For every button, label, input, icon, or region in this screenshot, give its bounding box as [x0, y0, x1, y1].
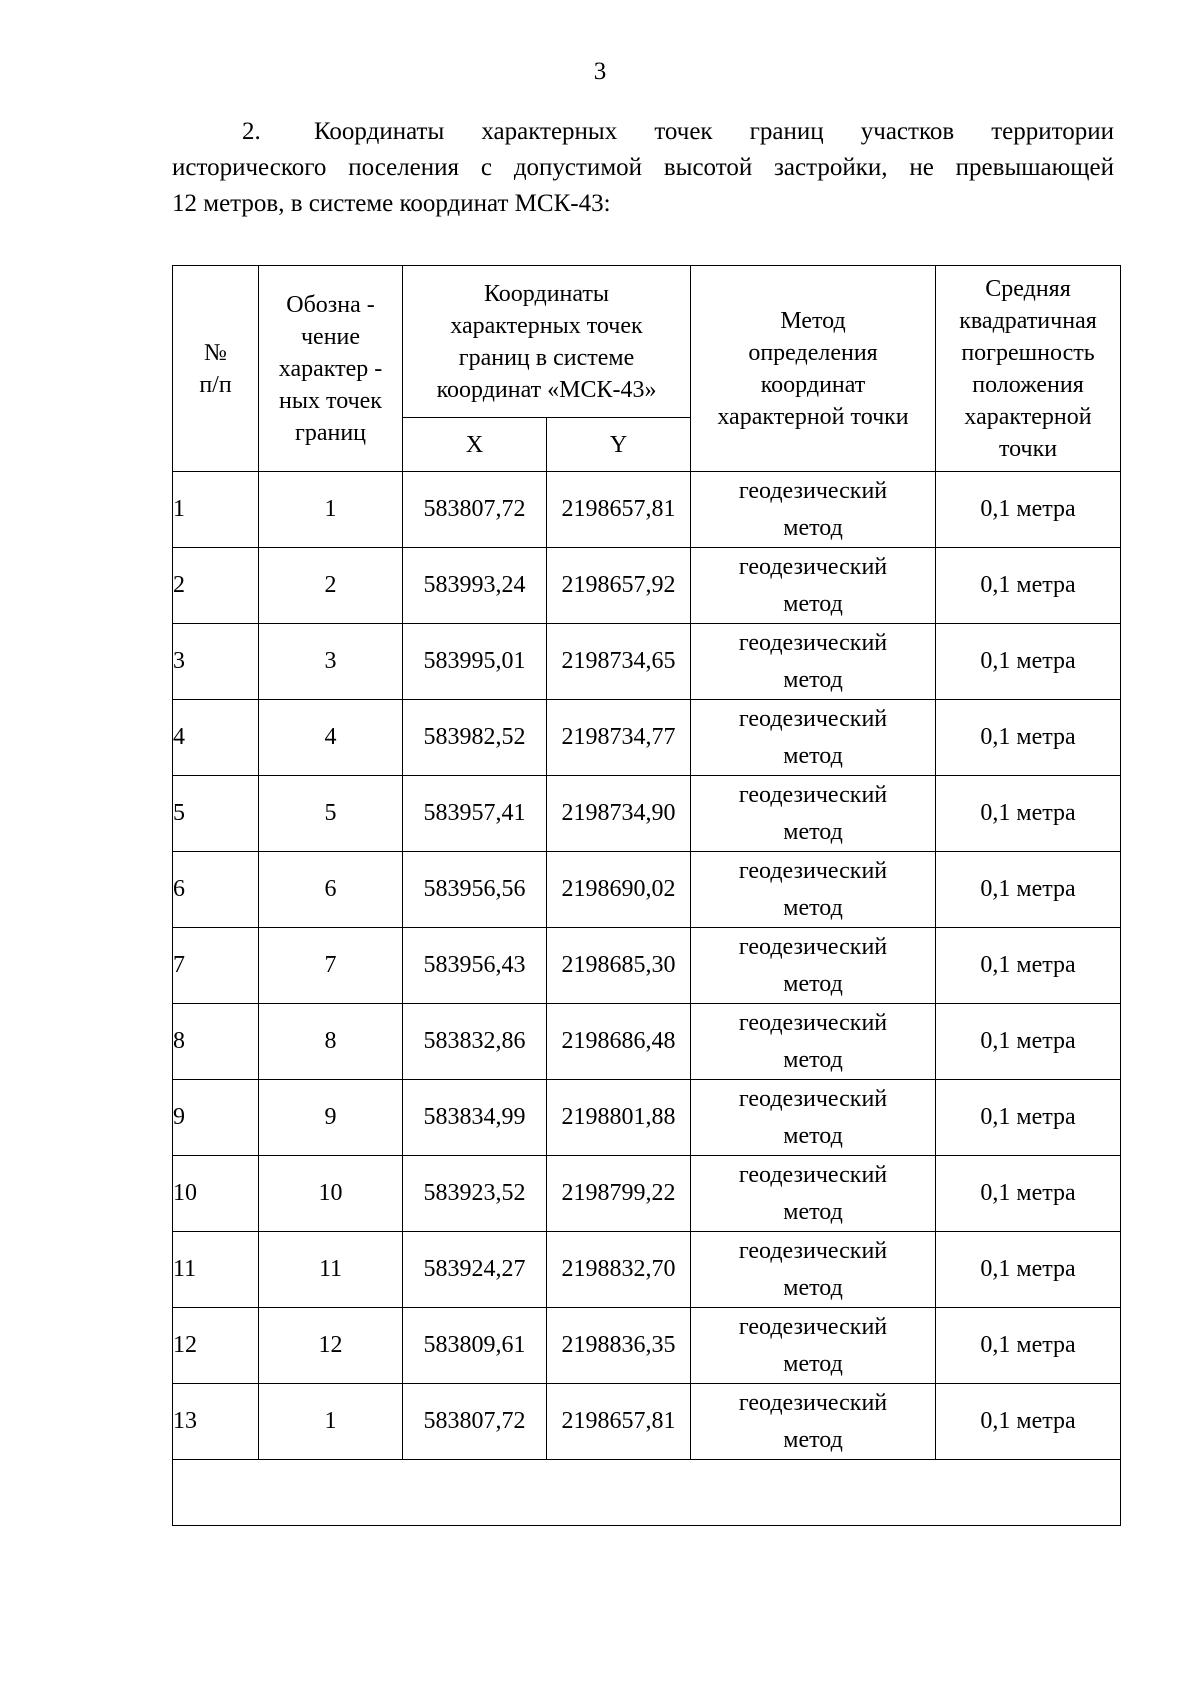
- coordinate-y-cell: 2198734,65: [547, 624, 691, 700]
- coordinate-x-cell: 583956,43: [403, 928, 547, 1004]
- method-cell: [691, 1004, 936, 1080]
- point-designation-cell: 1: [259, 1384, 403, 1460]
- method-cell: [691, 928, 936, 1004]
- coordinate-x-cell: 583807,72: [403, 472, 547, 548]
- method-cell: [691, 624, 936, 700]
- header-error-line-6: точки: [998, 435, 1058, 462]
- point-designation-cell: 4: [259, 700, 403, 776]
- row-number-cell: 2: [173, 548, 259, 624]
- method-cell: [691, 700, 936, 776]
- header-designation-line-3: характер -: [278, 355, 383, 382]
- method-line-1: геодезический: [738, 781, 888, 808]
- coordinate-y-cell: 2198832,70: [547, 1232, 691, 1308]
- coordinate-x-cell: 583982,52: [403, 700, 547, 776]
- header-number: [173, 266, 259, 472]
- table-row: [173, 1384, 1121, 1460]
- header-method: [691, 266, 936, 472]
- method-cell: [691, 1232, 936, 1308]
- coordinate-x-cell: 583807,72: [403, 1384, 547, 1460]
- table-row: [173, 852, 1121, 928]
- header-error-line-5: характерной: [964, 403, 1092, 430]
- point-designation-cell: 11: [259, 1232, 403, 1308]
- error-cell: 0,1 метра: [936, 548, 1121, 624]
- header-designation-line-5: границ: [294, 419, 367, 446]
- coordinate-x-cell: 583809,61: [403, 1308, 547, 1384]
- table-body: [173, 472, 1121, 1460]
- method-cell: [691, 1384, 936, 1460]
- point-designation-cell: 9: [259, 1080, 403, 1156]
- table-row: [173, 700, 1121, 776]
- header-y: Y: [547, 418, 691, 472]
- point-designation-cell: 8: [259, 1004, 403, 1080]
- page-number: 3: [593, 58, 607, 85]
- coordinates-table: [172, 265, 1121, 1526]
- intro-line-2: исторического поселения с допустимой высотой застройки, не превышающей: [172, 154, 1114, 181]
- header-error: [936, 266, 1121, 472]
- row-number-cell: 6: [173, 852, 259, 928]
- header-number-line-1: №: [204, 339, 227, 366]
- coordinate-x-cell: 583832,86: [403, 1004, 547, 1080]
- method-line-1: геодезический: [738, 933, 888, 960]
- table-row: [173, 1080, 1121, 1156]
- empty-cell: [173, 1460, 1121, 1526]
- method-line-1: геодезический: [738, 1161, 888, 1188]
- method-cell: [691, 852, 936, 928]
- row-number-cell: 1: [173, 472, 259, 548]
- header-method-line-3: координат: [760, 371, 866, 398]
- table-row: [173, 1004, 1121, 1080]
- intro-line-1: [172, 114, 1114, 150]
- empty-row: [173, 1460, 1121, 1526]
- point-designation-cell: 10: [259, 1156, 403, 1232]
- section-number: 2.: [242, 118, 261, 145]
- point-designation-cell: 6: [259, 852, 403, 928]
- coordinate-x-cell: 583924,27: [403, 1232, 547, 1308]
- header-coordinates-line-2: характерных точек: [450, 312, 643, 339]
- method-line-2: метод: [783, 1122, 843, 1149]
- row-number-cell: 4: [173, 700, 259, 776]
- method-line-2: метод: [783, 970, 843, 997]
- method-cell: [691, 776, 936, 852]
- table-row: [173, 472, 1121, 548]
- header-error-line-4: положения: [972, 371, 1084, 398]
- coordinate-y-cell: 2198657,81: [547, 472, 691, 548]
- intro-paragraph: [172, 114, 1114, 222]
- coordinate-x-cell: 583993,24: [403, 548, 547, 624]
- coordinate-y-cell: 2198657,92: [547, 548, 691, 624]
- error-cell: 0,1 метра: [936, 1080, 1121, 1156]
- error-cell: 0,1 метра: [936, 928, 1121, 1004]
- error-cell: 0,1 метра: [936, 1384, 1121, 1460]
- header-x: X: [403, 418, 547, 472]
- row-number-cell: 12: [173, 1308, 259, 1384]
- method-line-2: метод: [783, 1274, 843, 1301]
- coordinate-y-cell: 2198734,77: [547, 700, 691, 776]
- table-row: [173, 928, 1121, 1004]
- row-number-cell: 10: [173, 1156, 259, 1232]
- coordinate-y-cell: 2198685,30: [547, 928, 691, 1004]
- method-line-2: метод: [783, 1426, 843, 1453]
- method-line-1: геодезический: [738, 1237, 888, 1264]
- coordinate-x-cell: 583923,52: [403, 1156, 547, 1232]
- table-row: [173, 624, 1121, 700]
- method-line-1: геодезический: [738, 1313, 888, 1340]
- table-row: [173, 776, 1121, 852]
- coordinate-x-cell: 583995,01: [403, 624, 547, 700]
- coordinate-y-cell: 2198686,48: [547, 1004, 691, 1080]
- header-method-line-2: определения: [748, 339, 878, 366]
- coordinate-y-cell: 2198836,35: [547, 1308, 691, 1384]
- header-method-line-4: характерной точки: [717, 403, 909, 430]
- row-number-cell: 3: [173, 624, 259, 700]
- header-error-line-3: погрешность: [961, 339, 1095, 366]
- header-designation: [259, 266, 403, 472]
- table-row: [173, 1156, 1121, 1232]
- method-line-1: геодезический: [738, 553, 888, 580]
- row-number-cell: 13: [173, 1384, 259, 1460]
- coordinate-y-cell: 2198690,02: [547, 852, 691, 928]
- method-line-2: метод: [783, 590, 843, 617]
- method-line-2: метод: [783, 1046, 843, 1073]
- method-line-2: метод: [783, 514, 843, 541]
- method-line-1: геодезический: [738, 1009, 888, 1036]
- intro-line-1-text: Координаты характерных точек границ участков территории: [314, 118, 1114, 145]
- coordinate-y-cell: 2198657,81: [547, 1384, 691, 1460]
- point-designation-cell: 3: [259, 624, 403, 700]
- header-coordinates-line-1: Координаты: [483, 280, 610, 307]
- header-coordinates: [403, 266, 691, 418]
- coordinate-y-cell: 2198801,88: [547, 1080, 691, 1156]
- method-line-2: метод: [783, 742, 843, 769]
- method-line-2: метод: [783, 818, 843, 845]
- method-line-1: геодезический: [738, 477, 888, 504]
- table-row: [173, 548, 1121, 624]
- error-cell: 0,1 метра: [936, 1308, 1121, 1384]
- coordinate-x-cell: 583834,99: [403, 1080, 547, 1156]
- header-error-line-1: Средняя: [985, 275, 1071, 302]
- header-designation-line-4: ных точек: [279, 387, 382, 414]
- error-cell: 0,1 метра: [936, 776, 1121, 852]
- row-number-cell: 9: [173, 1080, 259, 1156]
- row-number-cell: 7: [173, 928, 259, 1004]
- coordinate-y-cell: 2198799,22: [547, 1156, 691, 1232]
- method-cell: [691, 1080, 936, 1156]
- method-line-2: метод: [783, 1198, 843, 1225]
- header-error-line-2: квадратичная: [959, 307, 1097, 334]
- method-line-1: геодезический: [738, 1389, 888, 1416]
- error-cell: 0,1 метра: [936, 1156, 1121, 1232]
- header-designation-line-1: Обозна -: [286, 291, 375, 318]
- error-cell: 0,1 метра: [936, 1004, 1121, 1080]
- error-cell: 0,1 метра: [936, 624, 1121, 700]
- table-row: [173, 1308, 1121, 1384]
- header-number-line-2: п/п: [199, 371, 232, 398]
- method-line-2: метод: [783, 666, 843, 693]
- intro-line-3: 12 метров, в системе координат МСК-43:: [172, 190, 611, 217]
- point-designation-cell: 1: [259, 472, 403, 548]
- header-coordinates-line-3: границ в системе: [458, 344, 635, 371]
- row-number-cell: 8: [173, 1004, 259, 1080]
- method-line-2: метод: [783, 894, 843, 921]
- method-line-1: геодезический: [738, 1085, 888, 1112]
- method-line-2: метод: [783, 1350, 843, 1377]
- point-designation-cell: 12: [259, 1308, 403, 1384]
- coordinate-x-cell: 583957,41: [403, 776, 547, 852]
- row-number-cell: 11: [173, 1232, 259, 1308]
- method-cell: [691, 1308, 936, 1384]
- method-line-1: геодезический: [738, 857, 888, 884]
- error-cell: 0,1 метра: [936, 700, 1121, 776]
- coordinate-x-cell: 583956,56: [403, 852, 547, 928]
- error-cell: 0,1 метра: [936, 1232, 1121, 1308]
- header-designation-line-2: чение: [300, 323, 361, 350]
- method-cell: [691, 472, 936, 548]
- point-designation-cell: 7: [259, 928, 403, 1004]
- error-cell: 0,1 метра: [936, 472, 1121, 548]
- header-row-1: [173, 266, 1121, 418]
- point-designation-cell: 5: [259, 776, 403, 852]
- method-line-1: геодезический: [738, 629, 888, 656]
- header-method-line-1: Метод: [780, 307, 846, 334]
- method-cell: [691, 1156, 936, 1232]
- table-row: [173, 1232, 1121, 1308]
- coordinate-y-cell: 2198734,90: [547, 776, 691, 852]
- method-cell: [691, 548, 936, 624]
- header-coordinates-line-4: координат «МСК-43»: [436, 376, 657, 403]
- point-designation-cell: 2: [259, 548, 403, 624]
- row-number-cell: 5: [173, 776, 259, 852]
- error-cell: 0,1 метра: [936, 852, 1121, 928]
- method-line-1: геодезический: [738, 705, 888, 732]
